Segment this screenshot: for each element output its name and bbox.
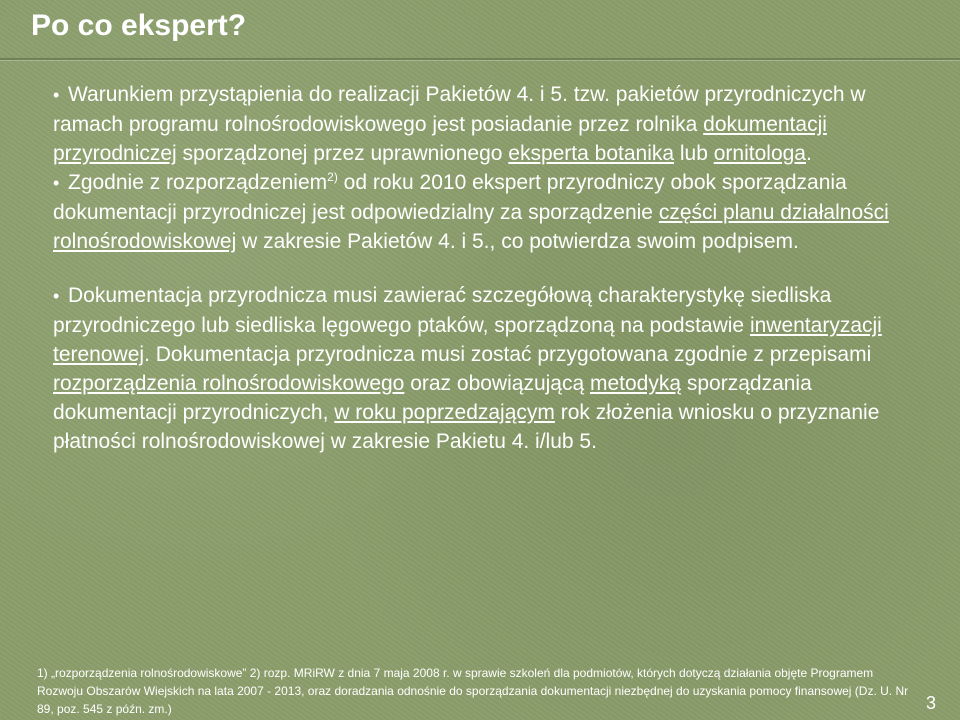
bullet-paragraph-2	[53, 168, 923, 256]
link-metodyka[interactable]: metodyką	[589, 372, 682, 395]
footnote: 1) „rozporządzenia rolnośrodowiskowe” 2) rozp. MRiRW z dnia 7 maja 2008 r. w sprawie szkoleń dla podmiotów, których dotyczą działania objęte Programem Rozwoju Obszarów Wiejskich na lata 2007 - 2013, oraz doradzania odnośnie do sporządzania dokumentacji niezbędnej do uzyskania pomocy finansowej (Dz. U. Nr 89, poz. 545 z późn. zm.)	[37, 666, 909, 716]
link-rozporzadzenia[interactable]: rozporządzenia rolnośrodowiskowego	[53, 372, 405, 395]
link-dokumentacji-przyrodniczej[interactable]: dokumentacji przyrodniczej	[53, 113, 827, 165]
text-run: w zakresie Pakietów 4. i 5., co potwierdza swoim podpisem.	[236, 230, 799, 253]
text-run: .	[805, 142, 812, 165]
page-number: 3	[925, 693, 936, 713]
text-run: Warunkiem przystąpienia do realizacji Pakietów 4. i 5. tzw. pakietów przyrodniczych w ramach programu rolnośrodowiskowego jest posiadanie przez rolnika	[53, 83, 866, 136]
text-run: oraz obowiązującą	[404, 372, 590, 395]
text-run: lub	[674, 142, 714, 165]
link-czesci-planu[interactable]: części planu działalności rolnośrodowiskowej	[53, 201, 889, 253]
link-eksperta-botanika[interactable]: eksperta botanika	[508, 142, 675, 165]
footnote-marker: 2)	[327, 170, 338, 184]
title-divider	[0, 58, 960, 60]
bullet-icon: •	[53, 85, 60, 105]
link-w-roku-poprzedzajacym[interactable]: w roku poprzedzającym	[334, 401, 555, 424]
bullet-paragraph-3	[53, 281, 923, 456]
text-run: . Dokumentacja przyrodnicza musi zostać przygotowana zgodnie z przepisami	[144, 343, 872, 366]
bullet-icon: •	[53, 286, 60, 306]
text-run: Zgodnie z rozporządzeniem	[68, 171, 328, 194]
slide-body	[53, 80, 923, 456]
text-run: od roku 2010 ekspert przyrodniczy obok sporządzania dokumentacji przyrodniczej jest odpowiedzialny za sporządzenie	[53, 171, 847, 224]
text-run: sporządzonej przez uprawnionego	[176, 142, 509, 165]
bullet-paragraph-1	[53, 80, 923, 168]
bullet-icon: •	[53, 173, 60, 193]
text-run: sporządzania dokumentacji przyrodniczych,	[53, 372, 812, 424]
text-run: rok złożenia wniosku o przyznanie płatności rolnośrodowiskowej w zakresie Pakietu 4. i/lub 5.	[53, 401, 880, 453]
link-ornitologa[interactable]: ornitologa	[713, 142, 806, 165]
link-inwentaryzacji-terenowej[interactable]: inwentaryzacji terenowej	[53, 314, 882, 366]
slide-title: Po co ekspert?	[31, 9, 247, 42]
text-run: Dokumentacja przyrodnicza musi zawierać szczegółową charakterystykę siedliska przyrodniczego lub siedliska lęgowego ptaków, sporządzoną na podstawie	[53, 284, 832, 337]
